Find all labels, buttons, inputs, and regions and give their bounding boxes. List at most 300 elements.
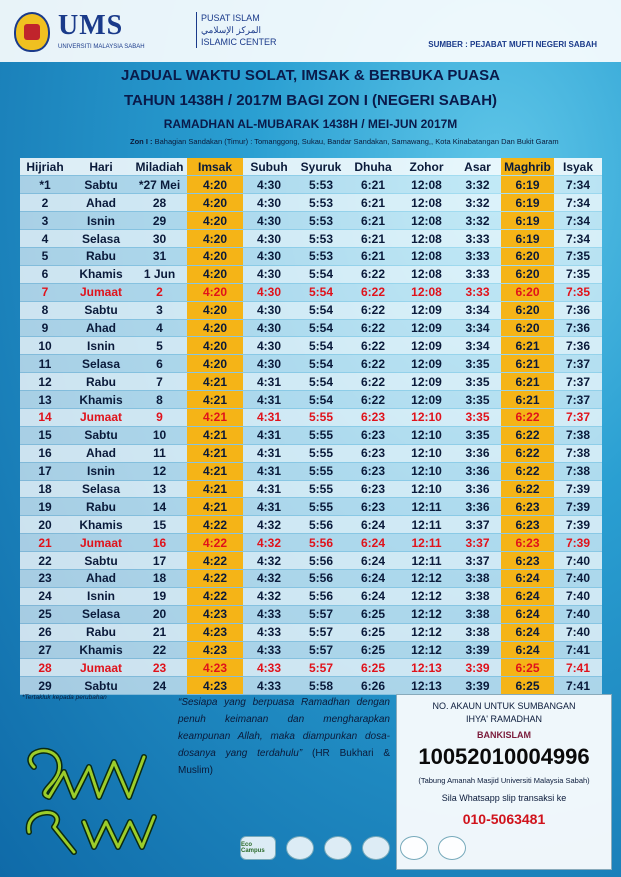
table-cell: 6:25 — [347, 641, 399, 659]
table-cell: 4:20 — [187, 194, 243, 212]
table-cell: 4:31 — [243, 373, 295, 391]
table-cell: 28 — [20, 659, 70, 677]
table-cell: Rabu — [70, 373, 132, 391]
table-cell: 5:56 — [295, 534, 347, 552]
table-cell: 17 — [20, 462, 70, 480]
table-cell: 7:40 — [554, 605, 602, 623]
table-cell: 12:08 — [399, 212, 454, 230]
table-cell: 22 — [20, 552, 70, 570]
table-cell: 4:20 — [187, 301, 243, 319]
table-cell: 6:19 — [501, 212, 554, 230]
table-row — [20, 391, 602, 409]
table-cell: 5:55 — [295, 462, 347, 480]
table-row — [20, 230, 602, 248]
table-row — [20, 247, 602, 265]
table-cell: Selasa — [70, 355, 132, 373]
table-cell: 6:24 — [501, 605, 554, 623]
table-cell: 6:25 — [501, 659, 554, 677]
table-row — [20, 641, 602, 659]
table-cell: 7:34 — [554, 230, 602, 248]
table-cell: 12:13 — [399, 677, 454, 695]
table-cell: 6:22 — [347, 283, 399, 301]
table-cell: 24 — [20, 587, 70, 605]
table-cell: 5 — [20, 247, 70, 265]
table-cell: 30 — [132, 230, 187, 248]
column-header: Imsak — [187, 158, 243, 176]
table-cell: Sabtu — [70, 176, 132, 194]
table-cell: 3:36 — [454, 462, 501, 480]
table-cell: 12:10 — [399, 444, 454, 462]
table-cell: 6:23 — [347, 462, 399, 480]
zone-text: Bahagian Sandakan (Timur) : Tomanggong, Sukau, Bandar Sandakan, Samawang,, Kota Kinabatangan Dan Bukit Garam — [154, 137, 559, 146]
table-body — [20, 176, 602, 695]
table-cell: 4:20 — [187, 265, 243, 283]
table-cell: 4:30 — [243, 212, 295, 230]
table-cell: Jumaat — [70, 283, 132, 301]
table-row — [20, 462, 602, 480]
table-cell: 14 — [132, 498, 187, 516]
table-row — [20, 534, 602, 552]
table-cell: 6:19 — [501, 194, 554, 212]
table-cell: Sabtu — [70, 677, 132, 695]
table-cell: 4:22 — [187, 534, 243, 552]
table-cell: 12:12 — [399, 569, 454, 587]
table-cell: 7:41 — [554, 677, 602, 695]
table-cell: 4:30 — [243, 230, 295, 248]
table-cell: 12:09 — [399, 337, 454, 355]
titles — [0, 64, 621, 131]
table-cell: 10 — [132, 426, 187, 444]
table-cell: 4:33 — [243, 605, 295, 623]
table-cell: 6:23 — [347, 408, 399, 426]
footnote: *Tertakluk kepada perubahan — [22, 694, 107, 701]
table-cell: Rabu — [70, 247, 132, 265]
table-cell: 12:09 — [399, 355, 454, 373]
table-cell: 7:35 — [554, 247, 602, 265]
table-cell: 4:22 — [187, 552, 243, 570]
table-cell: 27 — [20, 641, 70, 659]
table-row — [20, 677, 602, 695]
table-cell: 4:31 — [243, 498, 295, 516]
table-cell: Jumaat — [70, 534, 132, 552]
table-cell: 7:38 — [554, 426, 602, 444]
table-cell: *27 Mei — [132, 176, 187, 194]
table-cell: 19 — [132, 587, 187, 605]
table-cell: Ahad — [70, 319, 132, 337]
table-cell: 6:21 — [501, 391, 554, 409]
table-cell: 4:32 — [243, 569, 295, 587]
table-cell: 4:31 — [243, 408, 295, 426]
table-cell: 8 — [132, 391, 187, 409]
table-cell: 4:32 — [243, 552, 295, 570]
zone-label: Zon I : — [130, 137, 153, 146]
table-cell: 12:08 — [399, 247, 454, 265]
table-cell: 31 — [132, 247, 187, 265]
table-cell: 7:40 — [554, 623, 602, 641]
table-cell: Jumaat — [70, 408, 132, 426]
table-row — [20, 552, 602, 570]
eco-campus-logo: Eco Campus — [240, 836, 276, 860]
table-cell: 6:23 — [501, 516, 554, 534]
table-cell: 3:38 — [454, 569, 501, 587]
table-cell: 5:56 — [295, 587, 347, 605]
table-cell: 3:39 — [454, 677, 501, 695]
table-cell: 5:55 — [295, 498, 347, 516]
sponsor-logo-2 — [324, 836, 352, 860]
ums-subtitle: UNIVERSITI MALAYSIA SABAH — [58, 44, 145, 50]
table-cell: 3:34 — [454, 319, 501, 337]
table-cell: 10 — [20, 337, 70, 355]
sponsor-logos — [240, 836, 466, 860]
table-cell: 5:57 — [295, 623, 347, 641]
table-cell: 5:54 — [295, 319, 347, 337]
ums-title: UMS — [58, 10, 124, 41]
sponsor-logo-1 — [286, 836, 314, 860]
table-cell: 4:32 — [243, 534, 295, 552]
table-cell: 4:21 — [187, 444, 243, 462]
table-cell: 2 — [132, 283, 187, 301]
table-cell: 6:22 — [347, 355, 399, 373]
table-cell: 4:20 — [187, 176, 243, 194]
table-cell: 12 — [132, 462, 187, 480]
table-cell: 7 — [132, 373, 187, 391]
table-cell: 20 — [20, 516, 70, 534]
table-cell: 12:12 — [399, 605, 454, 623]
table-cell: Isnin — [70, 587, 132, 605]
table-cell: Isnin — [70, 462, 132, 480]
table-cell: 6:22 — [501, 426, 554, 444]
table-cell: 6:19 — [501, 176, 554, 194]
table-cell: 5:53 — [295, 194, 347, 212]
table-cell: 5 — [132, 337, 187, 355]
table-cell: 3:32 — [454, 212, 501, 230]
table-cell: 5:54 — [295, 265, 347, 283]
table-cell: 4:33 — [243, 623, 295, 641]
table-cell: Khamis — [70, 391, 132, 409]
table-cell: 5:54 — [295, 337, 347, 355]
prayer-times-table — [20, 158, 602, 695]
table-cell: 4:21 — [187, 373, 243, 391]
table-cell: 6:21 — [501, 355, 554, 373]
table-cell: 12:09 — [399, 373, 454, 391]
table-cell: 4:33 — [243, 659, 295, 677]
table-cell: 6:23 — [347, 498, 399, 516]
table-cell: 5:53 — [295, 230, 347, 248]
table-cell: 15 — [20, 426, 70, 444]
table-cell: 4:21 — [187, 408, 243, 426]
table-cell: 3:39 — [454, 641, 501, 659]
table-cell: 12:12 — [399, 641, 454, 659]
table-cell: 13 — [132, 480, 187, 498]
table-cell: 11 — [20, 355, 70, 373]
table-cell: 5:56 — [295, 552, 347, 570]
table-cell: 4:32 — [243, 587, 295, 605]
table-cell: 3:33 — [454, 247, 501, 265]
table-cell: 4:30 — [243, 337, 295, 355]
table-cell: 6:23 — [501, 498, 554, 516]
zone-description — [130, 137, 559, 146]
table-cell: 6 — [132, 355, 187, 373]
table-cell: 6:25 — [347, 605, 399, 623]
table-cell: 22 — [132, 641, 187, 659]
table-cell: 25 — [20, 605, 70, 623]
table-cell: 5:54 — [295, 283, 347, 301]
table-cell: Sabtu — [70, 426, 132, 444]
header — [0, 0, 621, 62]
donation-subtitle: IHYA' RAMADHAN — [465, 714, 543, 724]
table-cell: 9 — [20, 319, 70, 337]
table-cell: 6:22 — [347, 319, 399, 337]
quote-text: “Sesiapa yang berpuasa Ramadhan dengan penuh keimanan dan mengharapkan keampunan Allah, maka diampunkan dosa-dosanya yang terdahulu” — [178, 697, 390, 759]
table-cell: 2 — [20, 194, 70, 212]
table-cell: 6:25 — [347, 659, 399, 677]
table-cell: 8 — [20, 301, 70, 319]
table-cell: 7:41 — [554, 659, 602, 677]
table-cell: 9 — [132, 408, 187, 426]
table-cell: 6:24 — [347, 587, 399, 605]
table-row — [20, 283, 602, 301]
table-cell: 12:10 — [399, 426, 454, 444]
table-cell: 5:54 — [295, 355, 347, 373]
table-cell: 12 — [20, 373, 70, 391]
table-cell: 4:21 — [187, 391, 243, 409]
table-cell: Isnin — [70, 212, 132, 230]
table-cell: 7:37 — [554, 373, 602, 391]
table-cell: Rabu — [70, 623, 132, 641]
table-cell: 6:22 — [347, 265, 399, 283]
table-cell: 3 — [20, 212, 70, 230]
table-cell: Jumaat — [70, 659, 132, 677]
table-cell: Khamis — [70, 516, 132, 534]
table-cell: 7:36 — [554, 301, 602, 319]
table-cell: 12:10 — [399, 408, 454, 426]
table-cell: 6:19 — [501, 230, 554, 248]
table-row — [20, 623, 602, 641]
table-cell: 3:35 — [454, 408, 501, 426]
column-header: Subuh — [243, 158, 295, 176]
table-cell: 12:11 — [399, 498, 454, 516]
table-cell: 12:13 — [399, 659, 454, 677]
table-cell: 7:38 — [554, 444, 602, 462]
table-row — [20, 319, 602, 337]
table-cell: 18 — [132, 569, 187, 587]
table-cell: 6:22 — [347, 391, 399, 409]
table-cell: 3:33 — [454, 283, 501, 301]
table-cell: 7:39 — [554, 480, 602, 498]
table-cell: 4:30 — [243, 265, 295, 283]
table-cell: 4:20 — [187, 355, 243, 373]
table-cell: 5:57 — [295, 641, 347, 659]
table-cell: 5:55 — [295, 444, 347, 462]
table-cell: 4:21 — [187, 480, 243, 498]
table-cell: 6:22 — [347, 301, 399, 319]
table-cell: 12:08 — [399, 230, 454, 248]
table-cell: 6:23 — [347, 444, 399, 462]
table-cell: 6:23 — [347, 426, 399, 444]
donation-title: NO. AKAUN UNTUK SUMBANGAN — [432, 701, 576, 711]
table-cell: 3:36 — [454, 480, 501, 498]
table-cell: 6:21 — [347, 194, 399, 212]
table-header-row — [20, 158, 602, 176]
table-cell: Khamis — [70, 641, 132, 659]
table-cell: 29 — [132, 212, 187, 230]
table-cell: 6:21 — [501, 337, 554, 355]
column-header: Hari — [70, 158, 132, 176]
table-cell: 11 — [132, 444, 187, 462]
table-cell: 7:34 — [554, 212, 602, 230]
table-cell: 3:38 — [454, 605, 501, 623]
table-cell: 6:21 — [347, 247, 399, 265]
table-cell: 15 — [132, 516, 187, 534]
column-header: Asar — [454, 158, 501, 176]
table-cell: 12:12 — [399, 587, 454, 605]
table-row — [20, 498, 602, 516]
table-cell: 12:12 — [399, 623, 454, 641]
table-row — [20, 426, 602, 444]
salam-ramadhan-logo — [14, 712, 174, 862]
table-cell: 4:33 — [243, 641, 295, 659]
table-cell: 23 — [132, 659, 187, 677]
table-cell: 7:39 — [554, 516, 602, 534]
table-cell: 5:53 — [295, 212, 347, 230]
table-cell: 4:23 — [187, 659, 243, 677]
table-cell: Ahad — [70, 194, 132, 212]
table-cell: 4 — [132, 319, 187, 337]
table-cell: 12:11 — [399, 516, 454, 534]
table-row — [20, 587, 602, 605]
column-header: Isyak — [554, 158, 602, 176]
table-cell: 17 — [132, 552, 187, 570]
table-cell: 4:30 — [243, 176, 295, 194]
table-cell: 4:31 — [243, 426, 295, 444]
table-cell: 7:37 — [554, 408, 602, 426]
table-cell: 4:20 — [187, 212, 243, 230]
table-cell: 4:22 — [187, 516, 243, 534]
table-cell: 6:24 — [347, 552, 399, 570]
table-cell: 3:33 — [454, 230, 501, 248]
table-cell: 4 — [20, 230, 70, 248]
table-cell: 12:08 — [399, 265, 454, 283]
column-header: Miladiah — [132, 158, 187, 176]
table-cell: 6:24 — [347, 534, 399, 552]
hadith-quote — [178, 694, 390, 779]
table-cell: 6:20 — [501, 283, 554, 301]
table-cell: 6:24 — [347, 516, 399, 534]
table-cell: 6:25 — [501, 677, 554, 695]
table-cell: 21 — [20, 534, 70, 552]
table-cell: 7:40 — [554, 552, 602, 570]
table-cell: 4:33 — [243, 677, 295, 695]
table-row — [20, 480, 602, 498]
table-cell: 16 — [132, 534, 187, 552]
table-cell: 4:20 — [187, 337, 243, 355]
table-cell: 12:11 — [399, 552, 454, 570]
table-cell: 20 — [132, 605, 187, 623]
table-cell: Isnin — [70, 337, 132, 355]
table-cell: 3:36 — [454, 444, 501, 462]
source-label: SUMBER : PEJABAT MUFTI NEGERI SABAH — [428, 40, 597, 49]
table-cell: 3:38 — [454, 587, 501, 605]
table-cell: 21 — [132, 623, 187, 641]
table-cell: 6:24 — [501, 623, 554, 641]
table-cell: 4:30 — [243, 355, 295, 373]
table-cell: 5:54 — [295, 391, 347, 409]
table-cell: 6:22 — [501, 480, 554, 498]
table-cell: 4:30 — [243, 194, 295, 212]
pusat-islam-label — [196, 12, 277, 48]
table-cell: 6:24 — [501, 569, 554, 587]
whatsapp-instruction: Sila Whatsapp slip transaksi ke — [441, 793, 567, 803]
table-cell: 12:09 — [399, 391, 454, 409]
table-cell: Ahad — [70, 444, 132, 462]
table-cell: 3:34 — [454, 337, 501, 355]
table-row — [20, 194, 602, 212]
table-cell: Khamis — [70, 265, 132, 283]
table-cell: 5:58 — [295, 677, 347, 695]
table-cell: 3:36 — [454, 498, 501, 516]
table-cell: 5:54 — [295, 301, 347, 319]
table-row — [20, 212, 602, 230]
table-cell: 12:10 — [399, 462, 454, 480]
table-cell: 4:23 — [187, 641, 243, 659]
table-cell: 3:32 — [454, 176, 501, 194]
table-cell: 7:34 — [554, 176, 602, 194]
table-cell: 14 — [20, 408, 70, 426]
column-header: Syuruk — [295, 158, 347, 176]
table-cell: 6:22 — [501, 408, 554, 426]
table-cell: 4:20 — [187, 319, 243, 337]
table-cell: 6:24 — [347, 569, 399, 587]
table-cell: 3:35 — [454, 426, 501, 444]
table-cell: 5:57 — [295, 605, 347, 623]
table-cell: 4:23 — [187, 605, 243, 623]
table-cell: 6:21 — [347, 230, 399, 248]
table-cell: 7:39 — [554, 498, 602, 516]
phone-number: 010-5063481 — [462, 811, 546, 827]
table-cell: 5:53 — [295, 247, 347, 265]
column-header: Zohor — [399, 158, 454, 176]
table-cell: 13 — [20, 391, 70, 409]
table-cell: 7:41 — [554, 641, 602, 659]
ramadhan-title: RAMADHAN AL-MUBARAK 1438H / MEI-JUN 2017M — [163, 117, 458, 131]
table-cell: 3 — [132, 301, 187, 319]
table-cell: 6:23 — [347, 480, 399, 498]
table-cell: 5:53 — [295, 176, 347, 194]
table-cell: 3:32 — [454, 194, 501, 212]
table-cell: 4:22 — [187, 587, 243, 605]
table-cell: 12:10 — [399, 480, 454, 498]
table-cell: 6 — [20, 265, 70, 283]
sponsor-logo-4 — [400, 836, 428, 860]
table-cell: 4:31 — [243, 480, 295, 498]
table-row — [20, 301, 602, 319]
table-cell: 3:38 — [454, 623, 501, 641]
account-holder: (Tabung Amanah Masjid Universiti Malaysia Sabah) — [418, 776, 590, 785]
table-cell: 4:23 — [187, 677, 243, 695]
table-cell: 12:08 — [399, 194, 454, 212]
table-cell: 7:40 — [554, 569, 602, 587]
table-cell: 5:54 — [295, 373, 347, 391]
table-row — [20, 408, 602, 426]
table-cell: 6:24 — [501, 587, 554, 605]
table-cell: 6:24 — [501, 641, 554, 659]
table-cell: 12:08 — [399, 283, 454, 301]
table-cell: 7:34 — [554, 194, 602, 212]
table-row — [20, 265, 602, 283]
table-cell: Sabtu — [70, 552, 132, 570]
table-cell: 12:09 — [399, 319, 454, 337]
table-cell: 4:21 — [187, 462, 243, 480]
